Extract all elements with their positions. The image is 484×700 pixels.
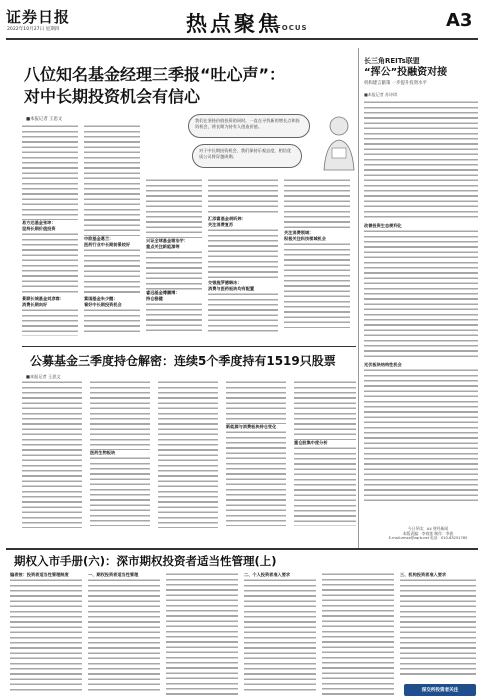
right-subhead-1: 改善投资生态便利化 <box>364 223 402 228</box>
subhead-huitianfu: 汇添富基金胡昕炜： <box>208 216 246 221</box>
main-column-2 <box>84 124 140 342</box>
quote-text-2: 对于中长期投资机会，我们保持乐观态度，相信优质公司将穿越周期。 <box>199 148 292 159</box>
bottom-subhead-1: 一、期权投资者适当性管理 <box>88 572 139 577</box>
main-body <box>22 124 350 342</box>
subhead-jiaoyin-2: 消费与医药板块均有配置 <box>208 286 255 291</box>
body-text <box>22 232 78 296</box>
right-story-kicker: 长三角REITs联盟 <box>364 57 420 65</box>
subhead-ruiyuan: 睿远基金傅鹏博： <box>146 290 180 295</box>
subhead-xiyuan-2: 坚持长期价值投资 <box>22 226 56 231</box>
bottom-subhead-2: 二、个人投资者准入要求 <box>244 572 291 577</box>
mid-subhead-1: 医药生物板块 <box>90 450 116 455</box>
body-text <box>294 446 356 526</box>
mid-column-1 <box>22 380 82 528</box>
right-story-body-3 <box>364 368 478 504</box>
right-story-body <box>364 100 478 220</box>
body-text <box>84 124 140 236</box>
right-subhead-2: 光伏板块结构性机会 <box>364 362 402 367</box>
investor-badge <box>404 684 476 696</box>
bottom-column-3 <box>166 572 238 696</box>
body-text <box>284 178 350 230</box>
bottom-subhead-3: 三、机构投资者准入要求 <box>400 572 447 577</box>
mid-column-2 <box>90 380 150 528</box>
body-text <box>166 572 238 696</box>
section-english: FOCUS <box>276 24 308 32</box>
main-byline: ■本报记者 王思文 <box>26 117 63 122</box>
page-number: A3 <box>446 10 473 31</box>
subhead-xiyuan: 易方达基金张坤： <box>22 220 56 225</box>
body-text <box>208 292 278 332</box>
bottom-top-rule <box>6 548 478 550</box>
section-title: 热点聚焦 <box>186 12 282 36</box>
body-text <box>400 578 476 678</box>
body-text <box>84 248 140 296</box>
mid-top-rule <box>22 346 356 347</box>
subhead-consumer: 关注消费领域： <box>284 230 314 235</box>
subhead-ruiyuan-2: 持仓稳健 <box>146 296 163 301</box>
main-column-4 <box>208 178 278 342</box>
right-story-headline: “挥公”投融资对接 <box>364 67 448 78</box>
mid-subhead-3: 重仓股集中度分析 <box>294 440 328 445</box>
body-text <box>294 380 356 440</box>
body-text <box>22 380 82 528</box>
bottom-headline: 期权入市手册(六)：深市期权投资者适当性管理(上) <box>14 554 277 568</box>
mid-column-5 <box>294 380 356 528</box>
subhead-fuguo: 富国基金朱少醒： <box>84 296 118 301</box>
bottom-column-6 <box>400 572 476 682</box>
mid-body <box>22 380 356 528</box>
bottom-column-2 <box>88 572 160 696</box>
body-text <box>226 430 286 526</box>
bottom-body <box>10 572 476 696</box>
mid-column-4 <box>226 380 286 528</box>
right-story-subtitle: 机构建言献策 一步提升投资水平 <box>364 81 427 86</box>
right-story-divider <box>358 48 359 548</box>
main-column-5 <box>284 178 350 342</box>
subhead-xingzheng-2: 重点关注新能源等 <box>146 244 180 249</box>
mid-subhead-2: 新能源与消费板块持仓变化 <box>226 424 277 429</box>
body-text <box>90 456 150 526</box>
badge-text: 深交所投资者关注 <box>421 688 459 693</box>
newspaper-logo: 证券日报 <box>6 8 71 26</box>
subhead-jiaoyin: 交银施罗德韩冰： <box>208 280 242 285</box>
right-story-body-2 <box>364 229 478 359</box>
body-text <box>158 380 218 528</box>
main-headline <box>24 64 344 108</box>
main-column-1 <box>22 124 78 342</box>
body-text <box>284 242 350 328</box>
bottom-column-4 <box>244 572 316 696</box>
issue-date: 2022年10月27日 星期四 <box>7 27 60 32</box>
main-headline-line2: 对中长期投资机会有信心 <box>24 87 201 106</box>
right-story-byline: ■本报记者 苏诗琪 <box>364 92 398 97</box>
body-text <box>208 228 278 280</box>
body-text <box>208 178 278 216</box>
body-text <box>146 302 202 332</box>
subhead-zhongou: 中欧基金葛兰： <box>84 236 114 241</box>
body-text <box>244 578 316 694</box>
right-footer <box>380 526 476 541</box>
main-column-3 <box>146 178 202 342</box>
body-text <box>88 578 160 694</box>
body-text <box>146 250 202 290</box>
footer-line-1: 今日导读：A4 财经新闻 <box>407 526 449 531</box>
body-text <box>10 578 82 694</box>
body-text <box>84 308 140 334</box>
subhead-xingzheng: 兴证全球基金谢治宇： <box>146 238 188 243</box>
masthead-rule <box>6 38 478 40</box>
right-story <box>364 56 478 546</box>
subhead-fuguo-2: 看好中长期投资机会 <box>84 302 122 307</box>
subhead-jingshun-2: 消费长期向好 <box>22 302 48 307</box>
body-text <box>322 572 394 696</box>
mid-column-3 <box>158 380 218 528</box>
footer-line-2: 本版责编：李春莲 制作：李波 <box>402 531 454 536</box>
body-text <box>364 368 478 504</box>
body-text <box>364 229 478 359</box>
body-text <box>226 380 286 424</box>
footer-line-3: E-mail:zmzx@zqrb.net 电话：010-83251785 <box>388 536 468 540</box>
subhead-huitianfu-2: 关注消费复苏 <box>208 222 234 227</box>
subhead-jingshun: 景顺长城基金刘彦春： <box>22 296 64 301</box>
body-text <box>90 380 150 450</box>
subhead-consumer-2: 积极关注科技领域机会 <box>284 236 326 241</box>
subhead-zhongou-2: 医药行业中长期前景较好 <box>84 242 131 247</box>
bottom-column-1 <box>10 572 82 696</box>
body-text <box>22 308 78 336</box>
main-headline-line1: 八位知名基金经理三季报“吐心声”： <box>24 65 286 84</box>
mid-byline: ■本报记者 王思文 <box>26 374 61 379</box>
bottom-editor-note: 编者按：投资者适当性管理制度 <box>10 572 69 577</box>
bottom-column-5 <box>322 572 394 696</box>
quote-text: 我们在坚持价值投资的同时，一直在寻找新的增长点和投资机会，将长期为持有人创造价值。 <box>195 118 300 129</box>
body-text <box>364 100 478 220</box>
body-text <box>22 124 78 220</box>
body-text <box>146 178 202 238</box>
mid-headline: 公募基金三季度持仓解密：连续5个季度持有1519只股票 <box>30 354 336 368</box>
